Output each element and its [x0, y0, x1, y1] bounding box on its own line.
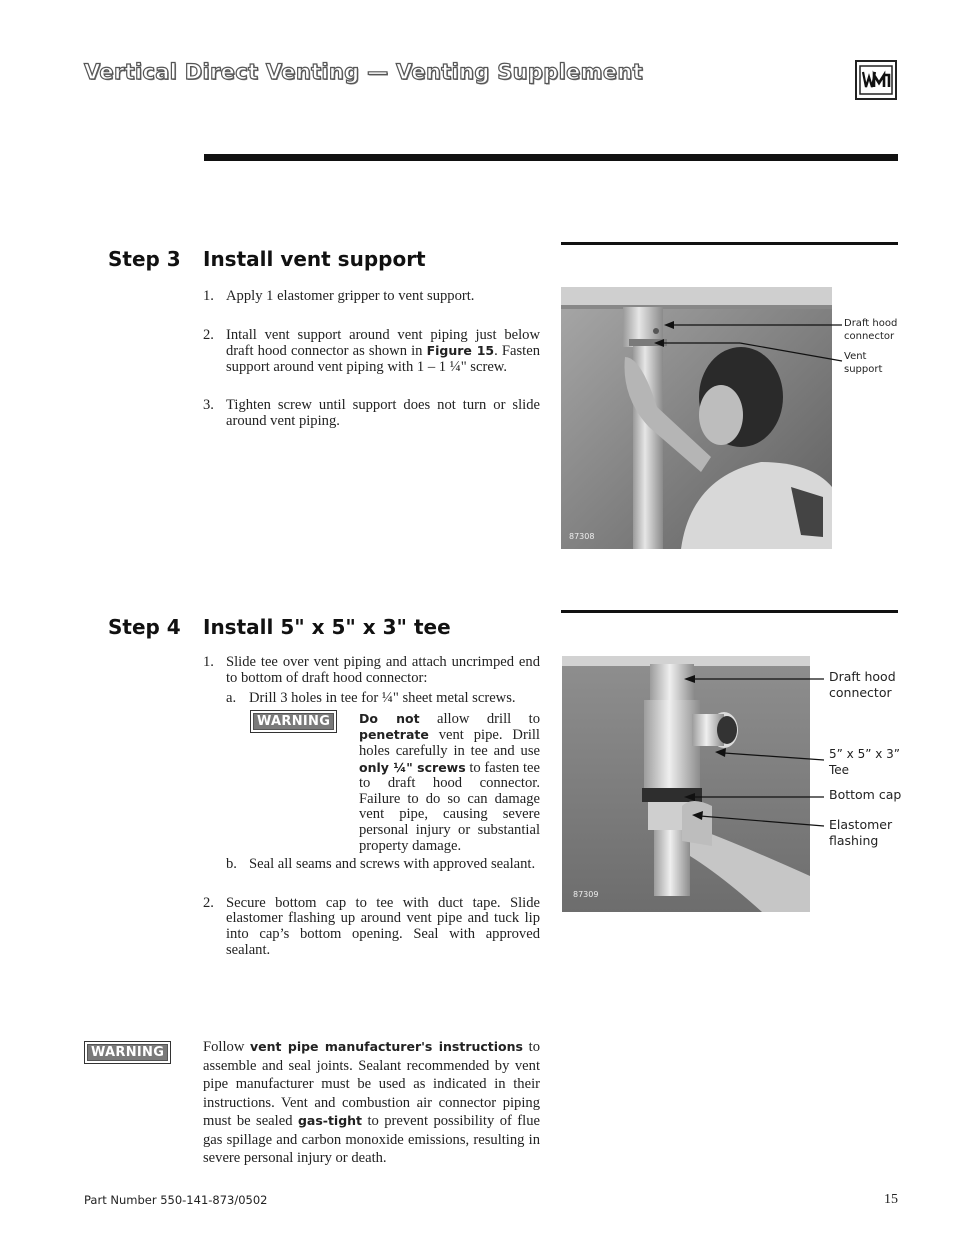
figure15-top-rule: [561, 242, 898, 245]
step4-title: Install 5" x 5" x 3" tee: [203, 615, 451, 639]
page-header-title: Vertical Direct Venting — Venting Supplement: [84, 60, 643, 84]
step3-item-2: [203, 328, 540, 376]
sub-letter: a.: [226, 690, 237, 707]
bottom-warning-badge: WARNING: [84, 1041, 171, 1064]
step3-item-3: [203, 398, 540, 429]
list-number: 1.: [203, 288, 214, 304]
step3-item-3-text: Tighten screw until support does not turn or slide around vent piping.: [226, 397, 540, 429]
weil-mclain-logo: [855, 60, 897, 100]
step3-item-2-text-post: . Fasten support around vent piping with 1 – 1 ¼" screw.: [226, 343, 540, 375]
step3-item-1-text: Apply 1 elastomer gripper to vent support.: [226, 288, 475, 304]
figure16-leader-lines: [670, 660, 830, 830]
callout-draft-hood-connector: Draft hood connector: [844, 318, 898, 342]
figure16-photo-id: 87309: [573, 890, 599, 899]
step4-item-1: [203, 655, 540, 873]
step3-title: Install vent support: [203, 247, 426, 271]
list-number: 3.: [203, 397, 214, 414]
step4-warning-block: [226, 711, 540, 854]
step4-number: Step 4: [108, 615, 181, 639]
step4-list: [203, 655, 540, 958]
step4-sub-b: [226, 857, 540, 873]
figure15-leader-lines: [600, 310, 850, 370]
header-divider: [204, 154, 898, 161]
callout-bottom-cap: Bottom cap: [829, 787, 902, 802]
step4-sub-b-text: Seal all seams and screws with approved sealant.: [249, 856, 536, 873]
figure15-photo-id: 87308: [569, 532, 595, 541]
step4-item-2: [203, 896, 540, 958]
list-number: 1.: [203, 654, 214, 670]
logo-mark-icon: [859, 65, 893, 95]
step3-item-1: [203, 289, 540, 305]
figure16-top-rule: [561, 610, 898, 613]
callout-elastomer-flashing: Elastomer flashing: [829, 817, 893, 849]
list-number: 2.: [203, 326, 214, 343]
warning-badge: WARNING: [250, 710, 337, 734]
bottom-warning-text: Follow vent pipe manufacturer's instructions to assemble and seal joints. Sealant recommended by vent pipe manufacturer must be used as indicated in their instructions. Vent and combustion air connector piping must be sealed gas-tight to prevent possibility of flue gas spillage and carbon monoxide emissions, resulting in severe personal injury or death.: [203, 1039, 541, 1166]
list-number: 2.: [203, 894, 214, 911]
step4-sub-a-text: Drill 3 holes in tee for ¼" sheet metal screws.: [249, 690, 516, 707]
step4-item-1-text: Slide tee over vent piping and attach uncrimped end to bottom of draft hood connector:: [226, 654, 540, 686]
footer-page-number: 15: [884, 1192, 898, 1207]
step4-sub-a: [226, 691, 540, 707]
sub-letter: b.: [226, 856, 237, 873]
footer-part-number: Part Number 550-141-873/0502: [84, 1193, 268, 1207]
callout-draft-hood-connector-2: Draft hood connector: [829, 669, 896, 701]
callout-vent-support: Vent support: [844, 351, 883, 375]
callout-tee: 5” x 5” x 3” Tee: [829, 747, 901, 777]
figure-reference: Figure 15: [426, 343, 495, 359]
step3-number: Step 3: [108, 247, 181, 271]
step4-item-2-text: Secure bottom cap to tee with duct tape. Slide elastomer flashing up around vent pipe and tuck lip into cap’s bottom opening. Seal with approved sealant.: [226, 894, 540, 958]
step4-warning-text: Do not allow drill to penetrate vent pipe. Drill holes carefully in tee and use only ¼" screws to fasten tee to draft hood connector. Failure to do so can damage vent pipe, causing severe personal injury or substantial property damage.: [359, 710, 540, 854]
step3-item-2-text: Intall vent support around vent piping just below draft hood connector as shown in: [226, 326, 540, 360]
step3-list: [203, 289, 540, 430]
